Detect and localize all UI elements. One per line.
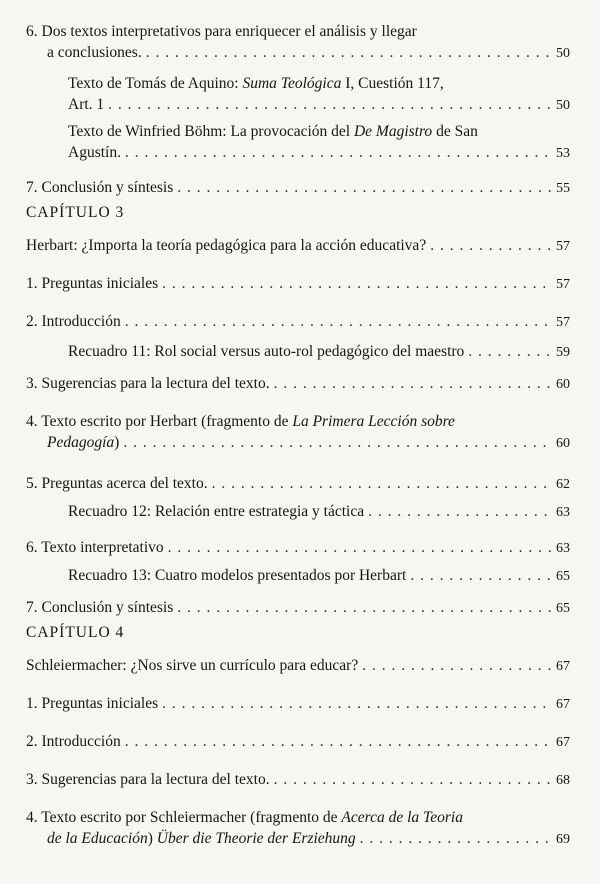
toc-entry-label: 7. Conclusión y síntesis xyxy=(26,179,174,196)
toc-page-number: 69 xyxy=(556,832,570,847)
toc-entry-herbart xyxy=(0,236,600,256)
toc-entry-label: 1. Preguntas iniciales xyxy=(26,695,159,712)
toc-entry-label: a conclusiones. xyxy=(47,44,142,61)
toc-entry-line: Texto de Tomás de Aquino: Suma Teológica I, Cuestión 117, xyxy=(68,75,444,92)
toc-entry-label: 3. Sugerencias para la lectura del texto. xyxy=(26,771,270,788)
toc-entry-label: Art. 1 xyxy=(68,96,105,113)
toc-page-number: 57 xyxy=(556,277,570,292)
toc-page-number: 65 xyxy=(556,601,570,616)
leader-dots xyxy=(177,178,552,197)
toc-entry-preguntas-texto xyxy=(0,474,600,494)
toc-entry-preguntas-iniciales-4 xyxy=(0,694,600,714)
toc-page-number: 67 xyxy=(556,697,570,712)
toc-page-number: 65 xyxy=(556,569,570,584)
leader-dots xyxy=(362,656,552,675)
toc-entry-introduccion-4 xyxy=(0,732,600,752)
toc-page-number: 63 xyxy=(556,505,570,520)
chapter-heading: CAPÍTULO 4 xyxy=(26,624,125,641)
toc-page-number: 55 xyxy=(556,181,570,196)
toc-entry-line: Texto de Winfried Böhm: La provocación del De Magistro de San xyxy=(68,123,478,140)
toc-entry-texto-herbart xyxy=(0,412,600,453)
toc-entry-label: 2. Introducción xyxy=(26,733,121,750)
toc-entry-label: Schleiermacher: ¿Nos sirve un currículo para educar? xyxy=(26,657,359,674)
toc-page-number: 50 xyxy=(556,98,570,113)
leader-dots xyxy=(360,829,552,848)
toc-entry-label: Agustín. xyxy=(68,144,121,161)
toc-entry-line: 4. Texto escrito por Herbart (fragmento de La Primera Lección sobre xyxy=(26,413,455,430)
toc-page-number: 50 xyxy=(556,46,570,61)
toc-entry-label: de la Educación) Über die Theorie der Erziehung xyxy=(47,830,356,847)
leader-dots xyxy=(125,732,552,751)
toc-entry-conclusion xyxy=(0,178,600,198)
toc-entry-label: 2. Introducción xyxy=(26,313,121,330)
toc-entry-label: Recuadro 13: Cuatro modelos presentados por Herbart xyxy=(68,567,407,584)
toc-page-number: 67 xyxy=(556,735,570,750)
toc-entry-texto-interpretativo xyxy=(0,538,600,558)
toc-entry-recuadro-12 xyxy=(0,502,600,522)
toc-entry-recuadro-13 xyxy=(0,566,600,586)
toc-entry-label: Recuadro 12: Relación entre estrategia y táctica xyxy=(68,503,365,520)
toc-entry-label: 5. Preguntas acerca del texto. xyxy=(26,475,208,492)
toc-entry-introduccion xyxy=(0,312,600,332)
toc-entry-winfried-bohm xyxy=(0,122,600,163)
leader-dots xyxy=(162,274,552,293)
leader-dots xyxy=(177,598,552,617)
leader-dots xyxy=(162,694,552,713)
toc-entry-dos-textos xyxy=(0,22,600,63)
chapter-heading: CAPÍTULO 3 xyxy=(26,204,125,221)
toc-entry-label: 1. Preguntas iniciales xyxy=(26,275,159,292)
leader-dots xyxy=(410,566,552,585)
leader-dots xyxy=(274,374,552,393)
toc-entry-schleiermacher xyxy=(0,656,600,676)
toc-entry-line: 6. Dos textos interpretativos para enriquecer el análisis y llegar xyxy=(26,23,417,40)
leader-dots xyxy=(123,433,552,452)
leader-dots xyxy=(468,342,552,361)
toc-entry-label: 6. Texto interpretativo xyxy=(26,539,164,556)
toc-entry-label: Recuadro 11: Rol social versus auto-rol pedagógico del maestro xyxy=(68,343,465,360)
toc-entry-label: Pedagogía) xyxy=(47,434,120,451)
toc-entry-sugerencias xyxy=(0,374,600,394)
toc-page-number: 60 xyxy=(556,377,570,392)
toc-page-number: 57 xyxy=(556,315,570,330)
toc-entry-tomas-de-aquino xyxy=(0,74,600,115)
toc-entry-preguntas-iniciales xyxy=(0,274,600,294)
toc-page-number: 57 xyxy=(556,239,570,254)
toc-page-number: 68 xyxy=(556,773,570,788)
toc-entry-sugerencias-4 xyxy=(0,770,600,790)
toc-entry-label: 3. Sugerencias para la lectura del texto. xyxy=(26,375,270,392)
leader-dots xyxy=(430,236,552,255)
toc-entry-line: 4. Texto escrito por Schleiermacher (fragmento de Acerca de la Teoria xyxy=(26,809,463,826)
toc-entry-label: 7. Conclusión y síntesis xyxy=(26,599,174,616)
toc-entry-texto-schleiermacher xyxy=(0,808,600,849)
leader-dots xyxy=(125,143,552,162)
toc-page-number: 63 xyxy=(556,541,570,556)
toc-entry-conclusion-herbart xyxy=(0,598,600,618)
toc-entry-recuadro-11 xyxy=(0,342,600,362)
leader-dots xyxy=(108,95,552,114)
toc-entry-label: Herbart: ¿Importa la teoría pedagógica para la acción educativa? xyxy=(26,237,427,254)
leader-dots xyxy=(274,770,552,789)
leader-dots xyxy=(368,502,552,521)
toc-page-number: 59 xyxy=(556,345,570,360)
toc-page-number: 67 xyxy=(556,659,570,674)
leader-dots xyxy=(168,538,552,557)
toc-page-number: 60 xyxy=(556,436,570,451)
toc-page-number: 53 xyxy=(556,146,570,161)
leader-dots xyxy=(146,43,552,62)
leader-dots xyxy=(125,312,552,331)
leader-dots xyxy=(212,474,552,493)
toc-page-number: 62 xyxy=(556,477,570,492)
